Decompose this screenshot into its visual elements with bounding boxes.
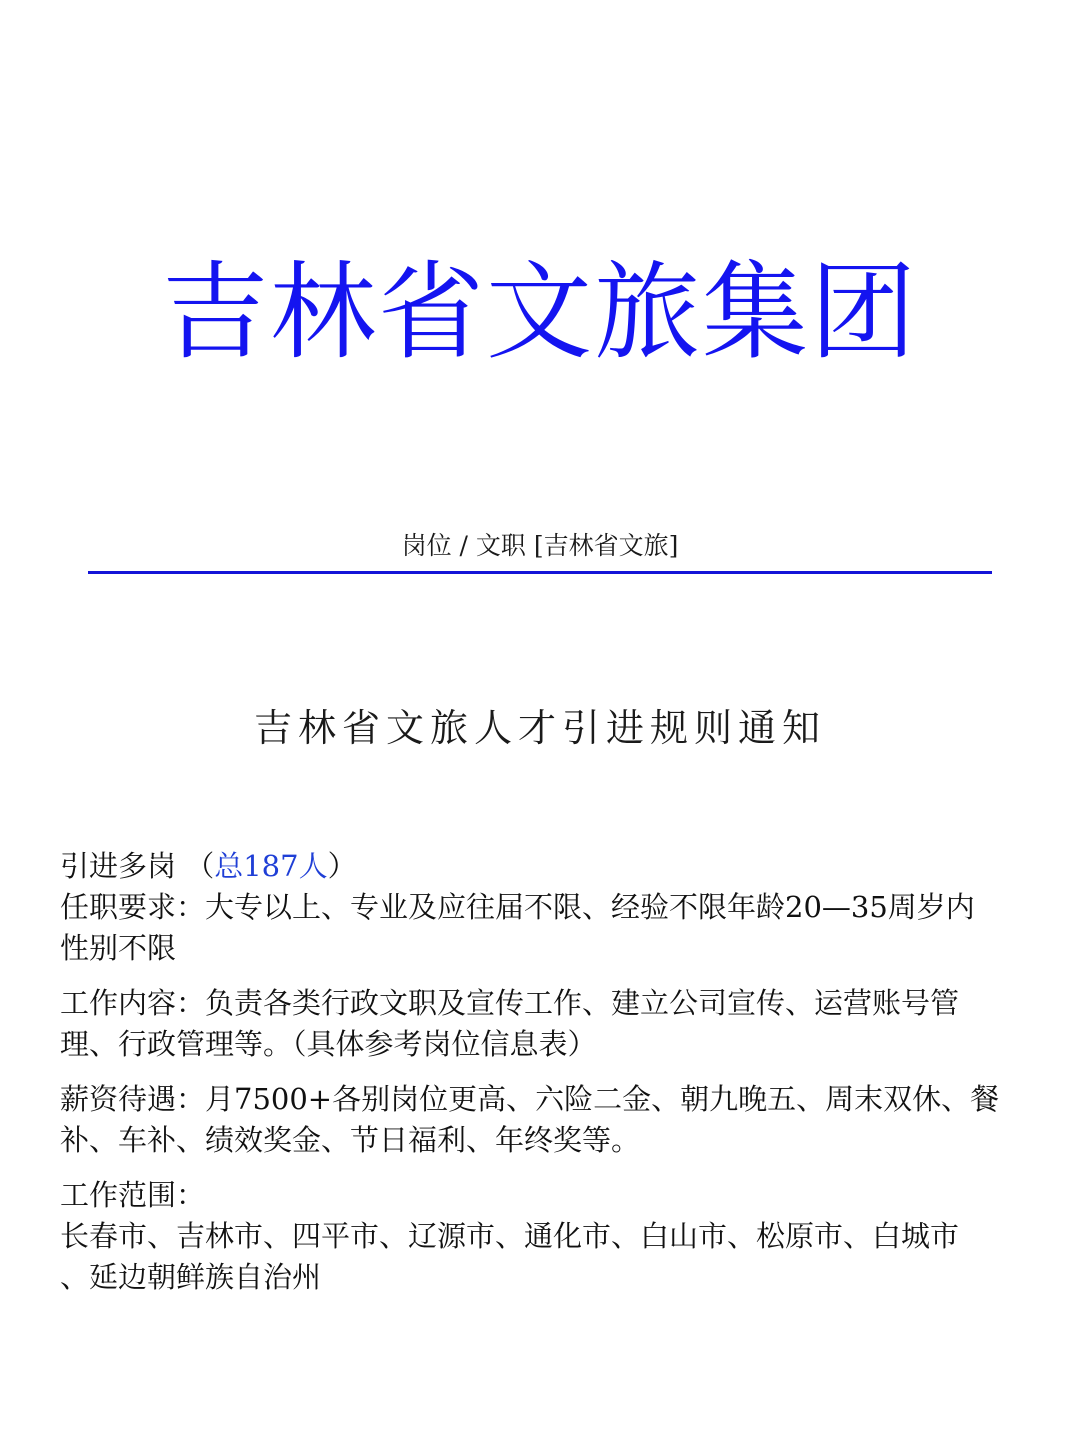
company-title: 吉林省文旅集团 <box>162 251 918 374</box>
salary-line-1: 薪资待遇：月7500+各别岗位更高、六险二金、朝九晚五、周末双休、餐 <box>60 1082 1000 1116</box>
requirements-block <box>60 887 1025 969</box>
divider <box>88 571 992 574</box>
notice-title: 吉林省文旅人才引进规则通知 <box>253 706 826 750</box>
duties-line-1: 工作内容：负责各类行政文职及宣传工作、建立公司宣传、运营账号管 <box>60 986 960 1020</box>
duties-block <box>60 983 1025 1065</box>
position-line: 岗位 / 文职 [吉林省文旅] <box>401 531 679 560</box>
scope-line-2: 、延边朝鲜族自治州 <box>60 1260 322 1294</box>
intro-suffix: ） <box>327 849 357 883</box>
notice-content <box>60 846 1025 1312</box>
salary-line-2: 补、车补、绩效奖金、节日福利、年终奖等。 <box>60 1123 641 1157</box>
scope-block <box>60 1175 1025 1298</box>
requirements-line-1: 任职要求：大专以上、专业及应往届不限、经验不限年龄20—35周岁内 <box>60 890 975 924</box>
requirements-line-2: 性别不限 <box>60 931 177 965</box>
intro-prefix: 引进多岗 （ <box>60 849 215 883</box>
scope-line-1: 长春市、吉林市、四平市、辽源市、通化市、白山市、松原市、白城市 <box>60 1219 960 1253</box>
salary-block <box>60 1079 1025 1161</box>
intro-total: 总187人 <box>214 849 328 883</box>
duties-line-2: 理、行政管理等。（具体参考岗位信息表） <box>60 1027 597 1061</box>
scope-label: 工作范围： <box>60 1178 206 1212</box>
intro-line <box>60 846 1025 887</box>
